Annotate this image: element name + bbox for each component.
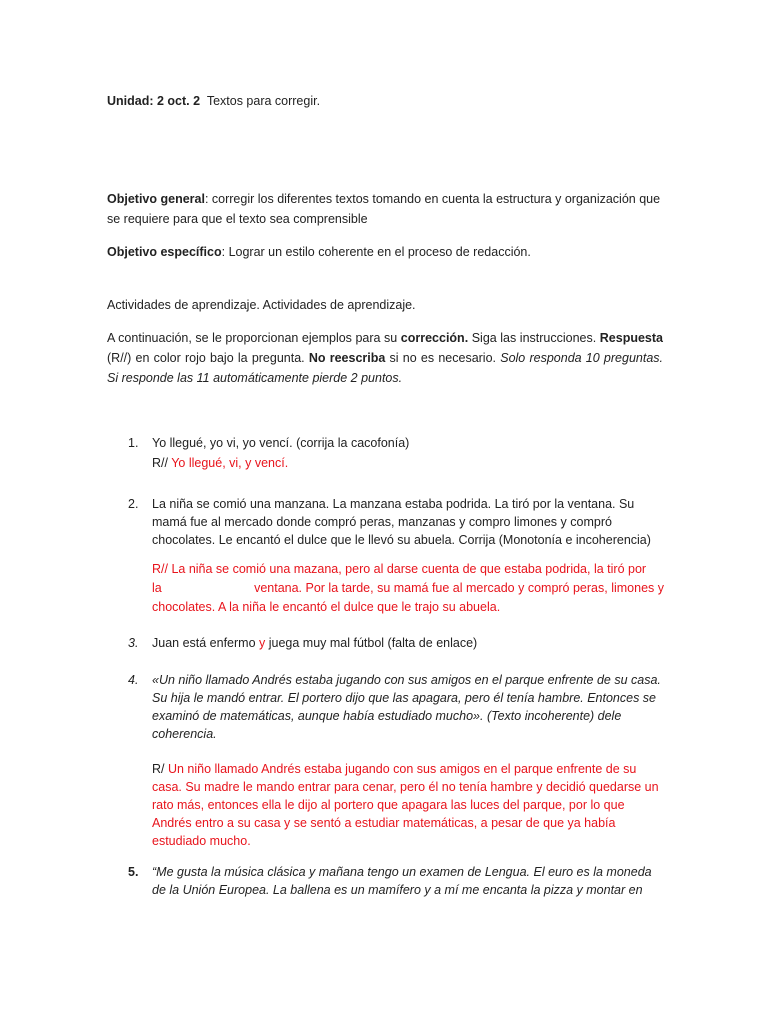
unit-heading [107,91,663,111]
question-4-answer-prefix: R/ [152,762,165,776]
objective-specific [107,242,663,262]
question-4-note: (Texto incoherente) dele coherencia. [152,709,622,741]
instructions-paragraph [107,328,663,388]
question-1-answer-prefix: R// [152,456,168,470]
question-4-number: 4. [128,673,139,687]
question-2-answer-line-3: chocolates. A la niña le encantó el dulce que le trajo su abuela. [152,600,501,614]
question-5-number: 5. [128,865,139,879]
unit-title: Textos para corregir. [206,94,321,108]
objective-specific-label: Objetivo específico [107,245,222,259]
instructions-if-needed: si no es necesario. [385,351,501,365]
question-4-answer-text: Un niño llamado Andrés estaba jugando con sus amigos en el parque enfrente de su casa. Su madre le mando entrar para cenar, pero él no tenía hambre y decidió quedarse un rato más, entonces ella le dijo al portero que apagara las luces del parque, por lo que Andrés entro a su casa y se sentó a estudiar matemáticas, a pesar de que ya había estudiado mucho. [152,762,659,848]
question-3-inserted: y [259,636,266,650]
question-1-answer [152,454,664,472]
unit-label: Unidad: 2 oct. 2 [107,94,201,108]
question-2-answer-line-1: R// La niña se comió una mazana, pero al darse cuenta de que estaba podrida, la tiró por [152,562,647,576]
activities-title: Actividades de aprendizaje. Actividades de aprendizaje. [107,298,416,312]
instructions-siga: Siga las instrucciones. [468,331,597,345]
instructions-correccion: corrección. [400,331,469,345]
instructions-paren-open: ( [107,351,112,365]
objective-general-text: : corregir los diferentes textos tomando en cuenta la estructura y organización que se requiere para que el texto sea comprensible [107,192,661,226]
question-4-body: «Un niño llamado Andrés estaba jugando con sus amigos en el parque enfrente de su casa. Su hija le mandó entrar. El portero dijo que las apagara, pero él tenía hambre. Entonces se examinó de matemáticas, aunque había estudiado mucho». [152,673,661,723]
question-1-text: Yo llegué, yo vi, yo vencí. (corrija la cacofonía) [152,436,410,450]
question-1-number: 1. [128,436,139,450]
instructions-paren-text: ) en color rojo bajo la pregunta. [127,351,309,365]
question-2-answer [152,560,664,617]
objective-general [107,189,663,229]
question-3-number: 3. [128,636,139,650]
question-5-text: “Me gusta la música clásica y mañana tengo un examen de Lengua. El euro es la moneda de la Unión Europea. La ballena es un mamífero y a mí me encanta la pizza y montar en [152,865,652,897]
question-2-answer-line-2-right: ventana. Por la tarde, su mamá fue al mercado y compró peras, limones y [254,581,664,595]
instructions-rr: R// [111,351,128,365]
question-2-answer-line-2-left: la [152,581,162,595]
question-4-answer [152,760,664,850]
question-2-text: La niña se comió una manzana. La manzana estaba podrida. La tiró por la ventana. Su mamá fue al mercado donde compró peras, manzanas y compro limones y compró chocolates. Le encantó el dulce que le llevó su abuela. Corrija (Monotonía e incoherencia) [152,497,651,547]
question-4-text [152,671,664,743]
objective-general-label: Objetivo general [107,192,205,206]
question-2-number: 2. [128,497,139,511]
question-1-answer-text: Yo llegué, vi, y vencí. [171,456,289,470]
instructions-intro: A continuación, se le proporcionan ejemplos para su [107,331,401,345]
instructions-italic: Solo responda 10 preguntas. Si responde las 11 automáticamente pierde 2 puntos. [107,351,663,385]
question-2-answer-line-2 [152,579,664,598]
question-3-text [152,634,664,652]
question-3-text-after: juega muy mal fútbol (falta de enlace) [265,636,478,650]
objective-specific-text: : Lograr un estilo coherente en el proceso de redacción. [221,245,531,259]
instructions-no-reescriba: No reescriba [308,351,386,365]
instructions-respuesta: Respuesta [599,331,663,345]
question-3-text-before: Juan está enfermo [152,636,260,650]
